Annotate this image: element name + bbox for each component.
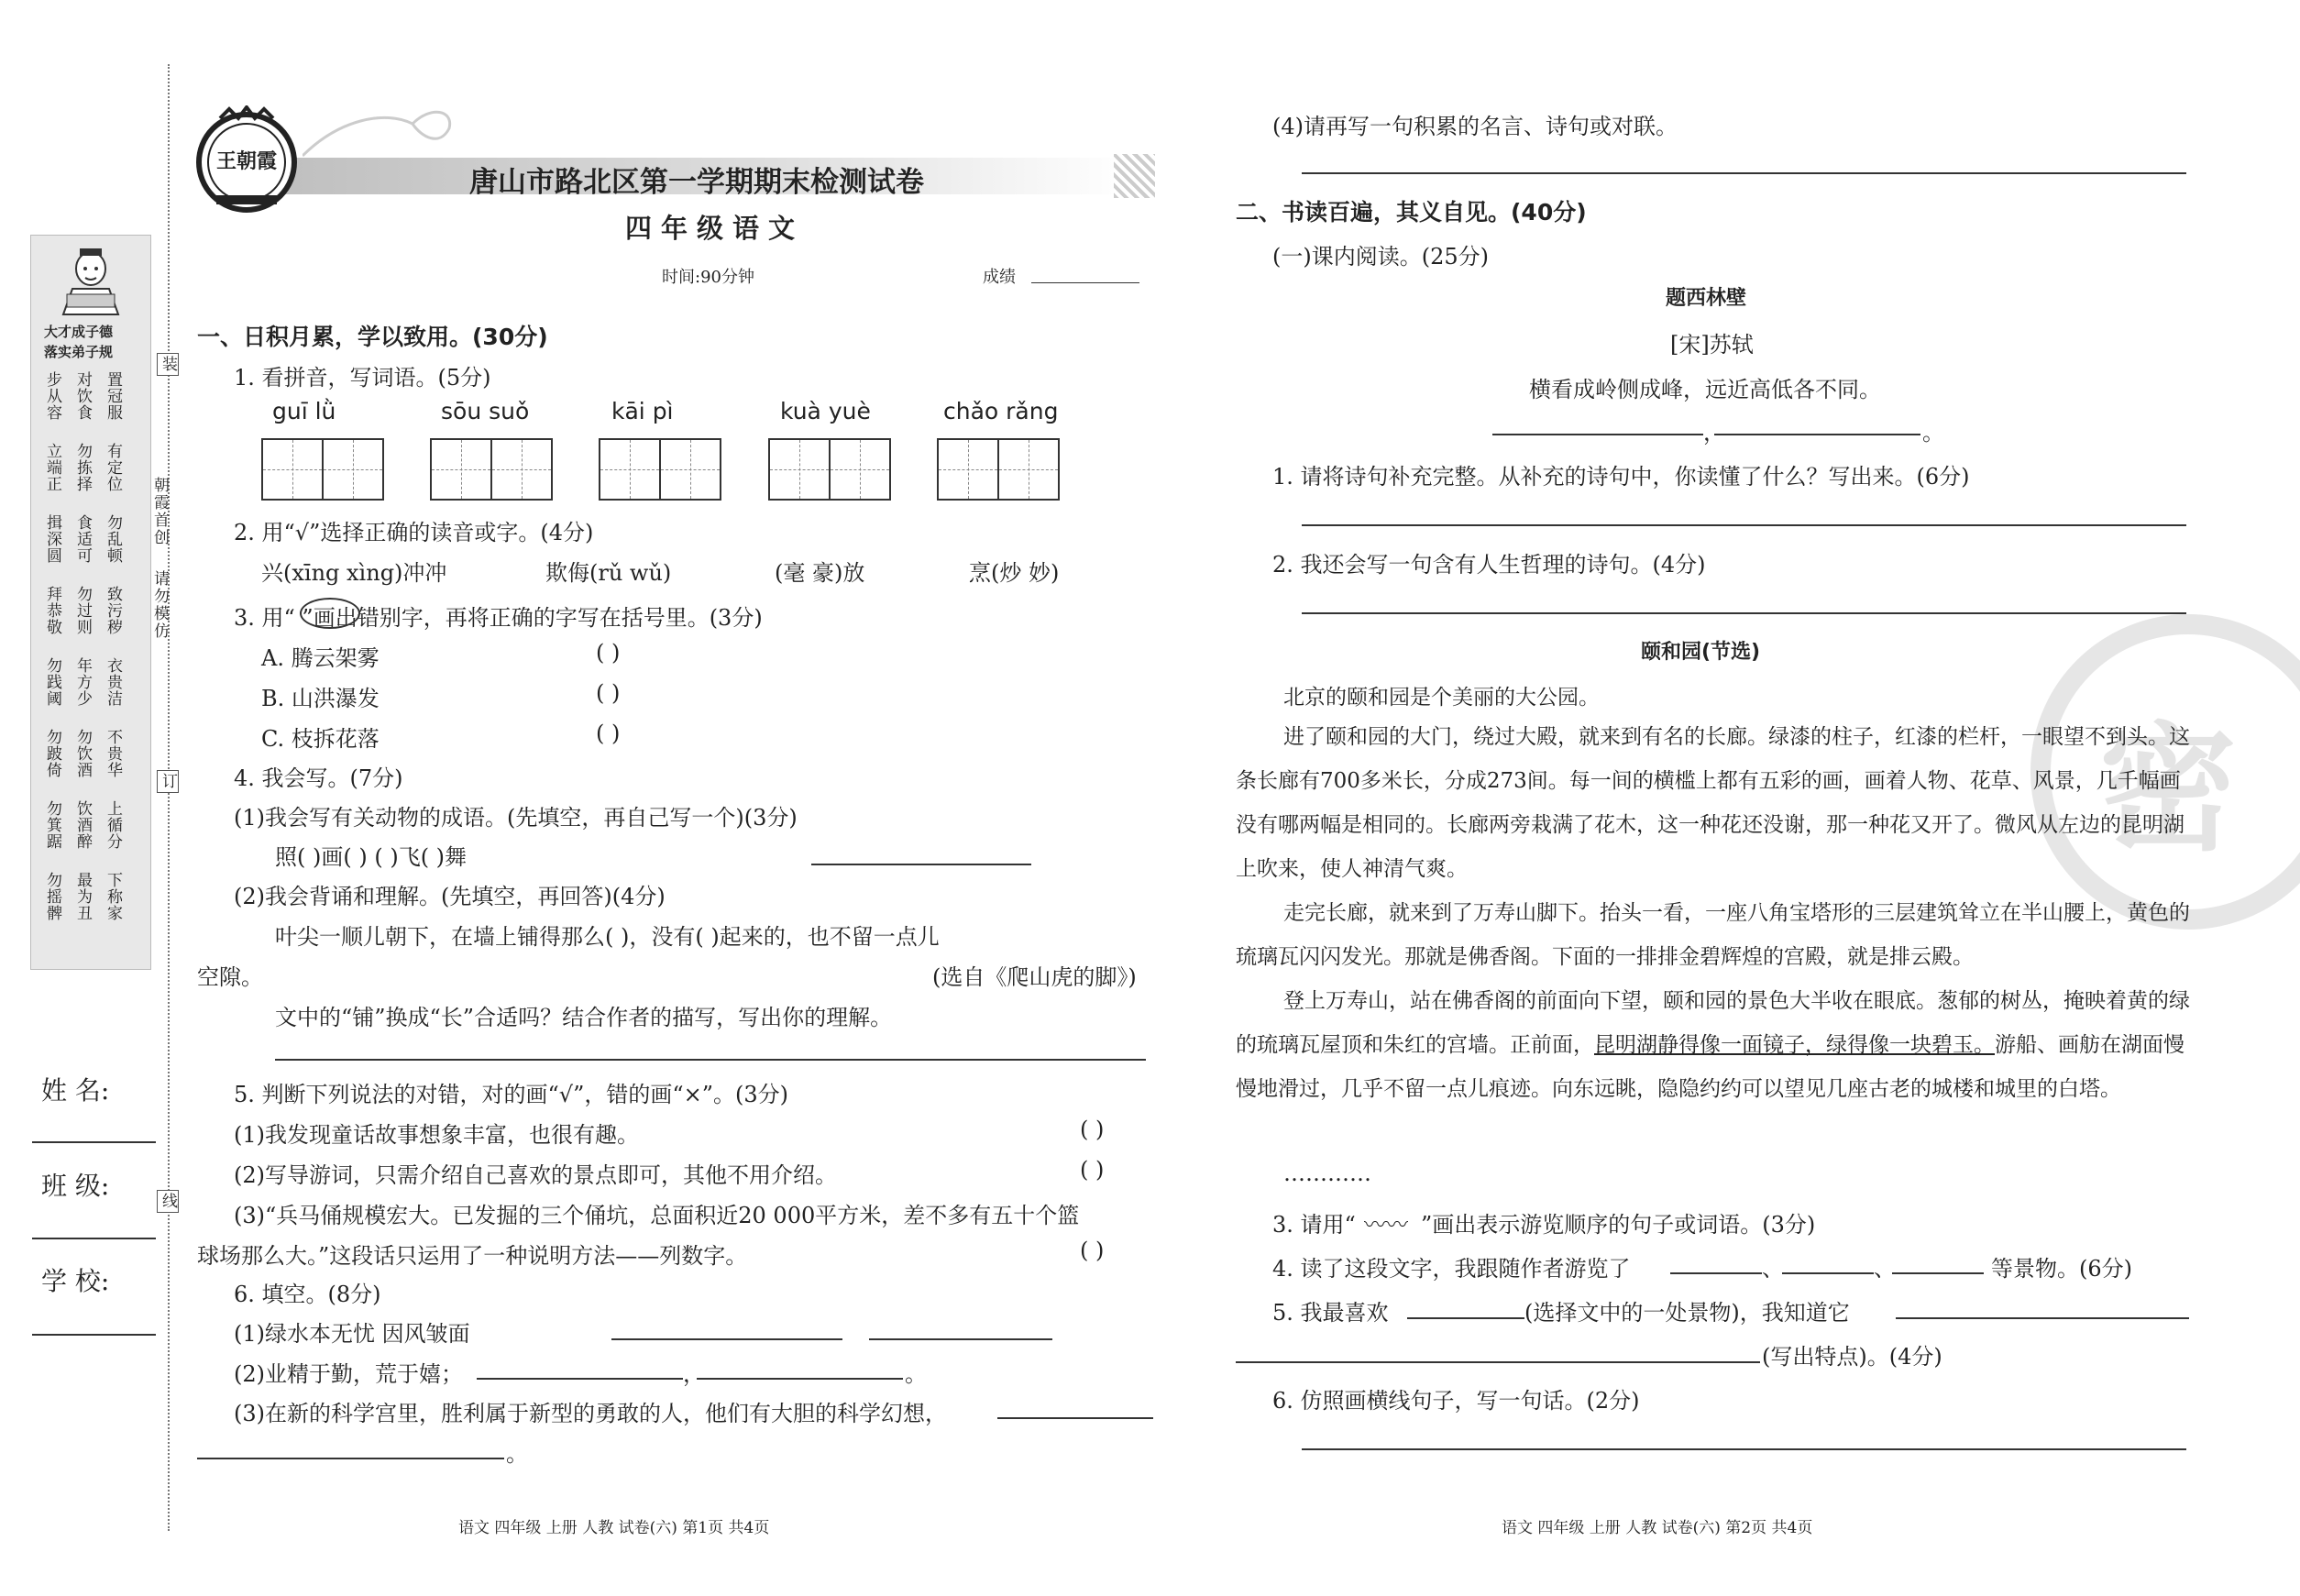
exam-subtitle: 四年级语文 (625, 213, 805, 244)
dizigui-column: 最为丑 (73, 872, 92, 921)
q3-item-c: C. 枝拆花落 (261, 726, 380, 752)
q3-paren-b[interactable]: ( ) (596, 680, 621, 706)
q4-prompt: 4. 我会写。(7分) (234, 765, 403, 791)
rq6-answer-line[interactable] (1302, 1448, 2186, 1450)
score-field[interactable] (1031, 282, 1139, 283)
q4-2-answer-line[interactable] (275, 1059, 1146, 1061)
rq2-prompt: 2. 我还会写一句含有人生哲理的诗句。(4分) (1272, 552, 1706, 578)
q6-2-comma: ， (683, 1361, 705, 1387)
dizigui-column: 勿箕踞 (43, 800, 61, 850)
q4-2-text-2: 空隙。 (197, 964, 263, 990)
q3-paren-a[interactable]: ( ) (596, 640, 621, 666)
passage-ellipsis: ………… (1283, 1161, 1371, 1186)
q4-4-prompt: (4)请再写一句积累的名言、诗句或对联。 (1272, 114, 1678, 139)
q6-2-end: 。 (905, 1361, 927, 1387)
q5-paren-3[interactable]: ( ) (1080, 1238, 1105, 1263)
poem-title: 题西林壁 (1666, 287, 1747, 310)
rq4-blank-3[interactable] (1892, 1272, 1984, 1274)
pinyin-2: sōu suǒ (441, 398, 530, 424)
poem-author: [宋]苏轼 (1670, 332, 1754, 358)
rq2-answer-line[interactable] (1302, 612, 2186, 614)
pinyin-1: guī lǜ (272, 398, 336, 424)
rq4-prompt: 4. 读了这段文字，我跟随作者游览了 (1272, 1256, 1631, 1282)
poem-blank-comma: ， (1703, 420, 1725, 446)
writing-grid-3[interactable] (599, 438, 721, 501)
rq5-blank-2[interactable] (1896, 1317, 2189, 1319)
q6-2-blank-a[interactable] (477, 1378, 683, 1380)
writing-grid-2[interactable] (430, 438, 553, 501)
writing-grid-4[interactable] (768, 438, 891, 501)
right-page-footer: 语文 四年级 上册 人教 试卷(六) 第2页 共4页 (1502, 1519, 1813, 1537)
q5-item-3a: (3)“兵马俑规模宏大。已发掘的三个俑坑，总面积近20 000平方米，差不多有五十个篮 (234, 1203, 1080, 1228)
dizigui-column: 食适可 (73, 514, 92, 564)
scholar-illustration (54, 243, 127, 316)
dizigui-column: 勿践阈 (43, 657, 61, 707)
q3-paren-c[interactable]: ( ) (596, 721, 621, 746)
pinyin-3: kāi pì (611, 398, 674, 424)
q2-item-1[interactable]: 兴(xīng xìng)冲冲 (261, 560, 447, 586)
q4-1-items[interactable]: 照( )画( ) ( )飞( )舞 (275, 844, 468, 870)
q2-item-2[interactable]: 欺侮(rǔ wǔ) (545, 560, 672, 586)
exam-title: 唐山市路北区第一学期期末检测试卷 (469, 166, 924, 199)
class-field[interactable] (32, 1238, 156, 1239)
dizigui-column: 不贵华 (104, 729, 122, 778)
poem-blank-end: 。 (1922, 420, 1944, 446)
q2-item-4[interactable]: 烹(炒 妙) (969, 560, 1060, 586)
exam-time: 时间:90分钟 (662, 268, 754, 287)
q6-2: (2)业精于勤，荒于嬉； (234, 1361, 463, 1387)
passage-p4: 登上万寿山，站在佛香阁的前面向下望，颐和园的景色大半收在眼底。葱郁的树丛，掩映着黄的绿的琉璃瓦屋顶和朱红的宫墙。正前面，昆明湖静得像一面镜子，绿得像一块碧玉。游船、画舫在湖面慢慢地滑过，几乎不留一点儿痕迹。向东远眺，隐隐约约可以望见几座古老的城楼和城里的白塔。 (1236, 989, 2190, 1101)
dizigui-column: 致污秽 (104, 586, 122, 635)
q3-item-a: A. 腾云架雾 (261, 645, 380, 671)
dizigui-column: 有定位 (104, 443, 122, 492)
school-label: 学 校: (41, 1266, 110, 1296)
name-label: 姓 名: (41, 1075, 110, 1106)
copyright-note-2: 请勿模仿 (150, 570, 169, 640)
pinyin-4: kuà yuè (780, 398, 871, 424)
q4-2-prompt: (2)我会背诵和理解。(先填空，再回答)(4分) (234, 884, 666, 909)
dizigui-column: 上循分 (104, 800, 122, 850)
school-field[interactable] (32, 1334, 156, 1336)
rq4-sep-1: 、 (1762, 1256, 1784, 1282)
q5-paren-1[interactable]: ( ) (1080, 1117, 1105, 1142)
passage-p1: 北京的颐和园是个美丽的大公园。 (1283, 686, 1600, 710)
q5-item-1: (1)我发现童话故事想象丰富，也很有趣。 (234, 1122, 639, 1148)
q4-1-answer-line[interactable] (811, 864, 1031, 865)
dizigui-column: 步从容 (43, 371, 61, 421)
passage-p2: 进了颐和园的大门，绕过大殿，就来到有名的长廊。绿漆的柱子，红漆的栏杆，一眼望不到头。这条长廊有700多米长，分成273间。每一间的横槛上都有五彩的画，画着人物、花草、风景，几千幅画没有哪两幅是相同的。长廊两旁栽满了花木，这一种花还没谢，那一种花又开了。微风从左边的昆明湖上吹来，使人神清气爽。 (1236, 725, 2190, 881)
rq5-blank-3[interactable] (1236, 1361, 1760, 1363)
q2-prompt: 2. 用“√”选择正确的读音或字。(4分) (234, 520, 594, 545)
rq4-suffix: 等景物。(6分) (1991, 1256, 2132, 1282)
q6-1: (1)绿水本无忧 因风皱面 (234, 1321, 470, 1347)
q6-1-blank-a[interactable] (611, 1338, 842, 1340)
q3-prompt: 3. 用“ ”画出错别字，再将正确的字写在括号里。(3分) (234, 605, 763, 631)
watermark-glyph: 密 (2099, 709, 2238, 870)
q6-prompt: 6. 填空。(8分) (234, 1282, 381, 1307)
dizigui-columns (44, 371, 145, 958)
dizigui-column: 揖深圆 (43, 514, 61, 564)
poem-blank-1[interactable] (1492, 434, 1703, 435)
q6-3-blank-b[interactable] (197, 1458, 504, 1459)
dizigui-column: 对饮食 (73, 371, 92, 421)
rq1-prompt: 1. 请将诗句补充完整。从补充的诗句中，你读懂了什么？写出来。(6分) (1272, 464, 1970, 490)
writing-grid-1[interactable] (261, 438, 384, 501)
class-label: 班 级: (41, 1171, 110, 1201)
q6-3: (3)在新的科学宫里，胜利属于新型的勇敢的人，他们有大胆的科学幻想， (234, 1401, 947, 1426)
q6-3-end: 。 (506, 1441, 528, 1467)
q4-4-answer-line[interactable] (1302, 172, 2186, 174)
q6-2-blank-b[interactable] (697, 1378, 903, 1380)
score-label: 成绩 (983, 268, 1016, 287)
q5-item-2: (2)写导游词，只需介绍自己喜欢的景点即可，其他不用介绍。 (234, 1162, 837, 1188)
q4-2-source: (选自《爬山虎的脚》) (932, 964, 1137, 990)
dizigui-column: 置冠服 (104, 371, 122, 421)
ribbon-decoration (303, 101, 458, 169)
rq5-prompt-a: 5. 我最喜欢 (1272, 1300, 1389, 1326)
rq5-blank-1[interactable] (1407, 1317, 1524, 1319)
brand-logo (193, 105, 301, 214)
q3-item-b: B. 山洪瀑发 (261, 686, 380, 711)
binding-label-mid: 订 (157, 770, 179, 793)
rq6-prompt: 6. 仿照画横线句子，写一句话。(2分) (1272, 1388, 1640, 1414)
dizigui-column: 勿过则 (73, 586, 92, 635)
copyright-note-1: 朝霞首创 (150, 477, 169, 546)
writing-grid-5[interactable] (937, 438, 1060, 501)
q5-prompt: 5. 判断下列说法的对错，对的画“√”，错的画“×”。(3分) (234, 1082, 789, 1107)
dizigui-column: 下称家 (104, 872, 122, 921)
text-title: 颐和园(节选) (1641, 641, 1761, 664)
q5-item-3b: 球场那么大。”这段话只运用了一种说明方法——列数字。 (197, 1243, 748, 1269)
dizigui-column: 年方少 (73, 657, 92, 707)
rq1-answer-line[interactable] (1302, 524, 2186, 526)
reading-sub-1: (一)课内阅读。(25分) (1272, 244, 1489, 270)
dizigui-column: 勿乱顿 (104, 514, 122, 564)
motto-line-1: 大才成子德 (44, 324, 114, 340)
section-1-heading: 一、日积月累，学以致用。(30分) (197, 324, 548, 350)
q2-item-3[interactable]: (毫 豪)放 (775, 560, 865, 586)
sidebar-panel (30, 235, 151, 970)
rq5-prompt-b: (选择文中的一处景物)，我知道它 (1524, 1300, 1850, 1326)
underlined-sentence: 昆明湖静得像一面镜子，绿得像一块碧玉。 (1594, 1033, 1995, 1057)
dizigui-column: 立端正 (43, 443, 61, 492)
dizigui-column: 勿摇髀 (43, 872, 61, 921)
passage-p3: 走完长廊，就来到了万寿山脚下。抬头一看，一座八角宝塔形的三层建筑耸立在半山腰上，黄色的琉璃瓦闪闪发光。那就是佛香阁。下面的一排排金碧辉煌的宫殿，就是排云殿。 (1236, 901, 2190, 969)
motto-line-2: 落实弟子规 (44, 344, 114, 360)
rq4-sep-2: 、 (1874, 1256, 1896, 1282)
rq3-prompt-a: 3. 请用“ (1272, 1212, 1356, 1238)
dizigui-column: 勿饮酒 (73, 729, 92, 778)
rq4-blank-1[interactable] (1670, 1272, 1762, 1274)
q1-prompt: 1. 看拼音，写词语。(5分) (234, 365, 491, 391)
dizigui-column: 勿拣择 (73, 443, 92, 492)
wavy-line-icon: 〰〰 (1364, 1212, 1408, 1238)
dizigui-column: 拜恭敬 (43, 586, 61, 635)
name-field[interactable] (32, 1141, 156, 1143)
pinyin-5: chǎo rǎng (943, 398, 1059, 424)
q4-1-prompt: (1)我会写有关动物的成语。(先填空，再自己写一个)(3分) (234, 805, 798, 831)
q6-1-blank-b[interactable] (869, 1338, 1052, 1340)
q4-2-ask: 文中的“铺”换成“长”合适吗？结合作者的描写，写出你的理解。 (275, 1005, 893, 1030)
rq4-blank-2[interactable] (1782, 1272, 1874, 1274)
rq5-prompt-c: (写出特点)。(4分) (1762, 1344, 1942, 1370)
poem-line: 横看成岭侧成峰，远近高低各不同。 (1529, 377, 1881, 402)
binding-label-top: 装 (157, 353, 179, 376)
dizigui-column: 衣贵洁 (104, 657, 122, 707)
binding-dotted-line (168, 64, 170, 1531)
oval-mark-icon (300, 598, 360, 629)
q4-2-text-1: 叶尖一顺儿朝下，在墙上铺得那么( )，没有( )起来的，也不留一点儿 (275, 924, 940, 950)
dizigui-column: 饮酒醉 (73, 800, 92, 850)
poem-blank-2[interactable] (1714, 434, 1920, 435)
left-page-footer: 语文 四年级 上册 人教 试卷(六) 第1页 共4页 (458, 1519, 770, 1537)
binding-label-bottom: 线 (157, 1190, 179, 1213)
dizigui-column: 勿跛倚 (43, 729, 61, 778)
banner-pattern (1114, 154, 1155, 198)
section-2-heading: 二、书读百遍，其义自见。(40分) (1236, 199, 1587, 226)
q5-paren-2[interactable]: ( ) (1080, 1157, 1105, 1183)
q6-3-blank-a[interactable] (997, 1417, 1153, 1419)
logo-text: 王朝霞 (216, 149, 278, 173)
rq3-prompt-b: ”画出表示游览顺序的句子或词语。(3分) (1421, 1212, 1816, 1238)
